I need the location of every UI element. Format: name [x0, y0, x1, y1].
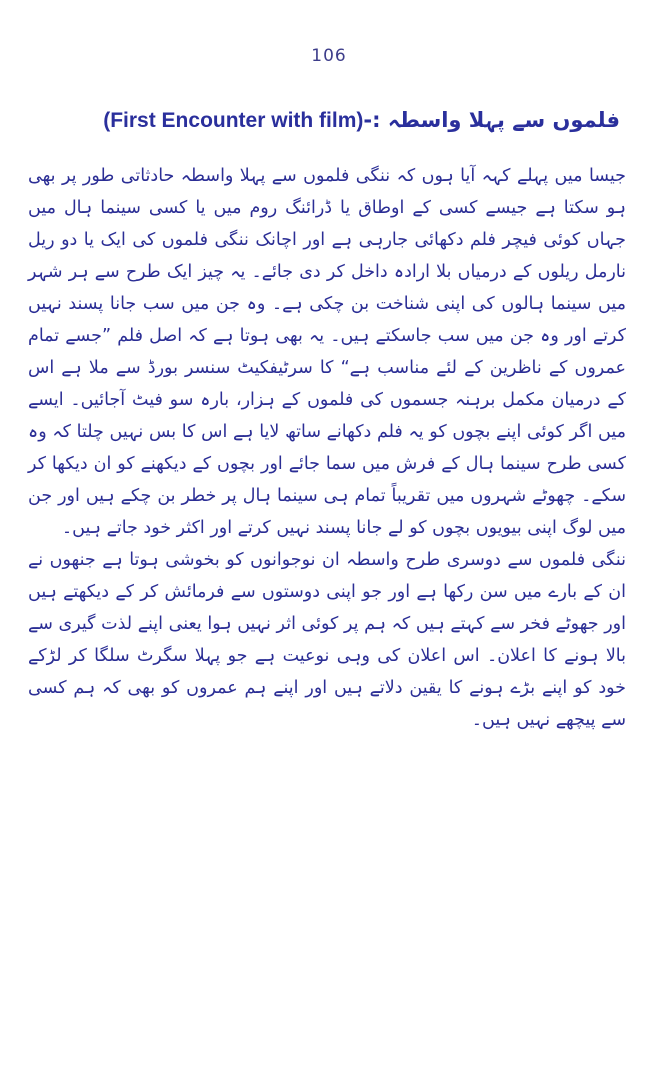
heading-urdu: فلموں سے پہلا واسطہ :- [363, 108, 620, 132]
heading-english: (First Encounter with film) [103, 109, 364, 132]
paragraph-1: جیسا میں پہلے کہہ آیا ہوں کہ ننگی فلموں سے پہلا واسطہ حادثاتی طور پر بھی ہو سکتا ہے جیسے کسی کے اوطاق یا ڈرائنگ روم میں یا کسی سینما ہال میں جہاں کوئی فیچر فلم دکھائی جارہی ہے اور اچانک ننگی فلموں کی ایک یا دو ریل نارمل ریلوں کے درمیاں بلا ارادہ داخل کر دی جائے۔ یہ چیز ایک طرح سے ہر شہر میں سینما ہالوں کی اپنی شناخت بن چکی ہے۔ وہ جن میں سب جانا پسند نہیں کرتے اور وہ جن میں سب جاسکتے ہیں۔ یہ بھی ہوتا ہے کہ اصل فلم ”جسے تمام عمروں کے ناظرین کے لئے مناسب ہے“ کا سرٹیفکیٹ سنسر بورڈ سے ملا ہے اس کے درمیان مکمل برہنہ جسموں کی فلموں کے ہزار، بارہ سو فیٹ آجائیں۔ ایسے میں اگر کوئی اپنے بچوں کو یہ فلم دکھانے ساتھ لایا ہے اس کا بس نہیں چلتا کہ وہ کسی طرح سینما ہال کے فرش میں سما جائے اور بچوں کے دیکھنے کو ان دیکھا کر سکے۔ چھوٹے شہروں میں تقریباً تمام ہی سینما ہال پر خطر بن چکے ہیں اور جن میں لوگ اپنی بیویوں بچوں کو لے جانا پسند نہیں کرتے اور اکثر خود جاتے ہیں۔ [28, 166, 626, 538]
page-number: 106 [311, 46, 347, 66]
section-heading [40, 108, 620, 133]
paragraph-2: ننگی فلموں سے دوسری طرح واسطہ ان نوجوانوں کو بخوشی ہوتا ہے جنھوں نے ان کے بارے میں سن رکھا ہے اور جو اپنی دوستوں سے فرمائش کر کے دیکھتے ہیں اور جھوٹے فخر سے کہتے ہیں کہ ہم پر کوئی اثر نہیں ہوا یعنی اپنے لذت گیری سے بالا ہونے کا اعلان۔ اس اعلان کی وہی نوعیت ہے جو پہلا سگرٹ سلگا کر لڑکے خود کو اپنے بڑے ہونے کا یقین دلاتے ہیں اور اپنے ہم عمروں کو بھی کہ ہم کسی سے پیچھے نہیں ہیں۔ [28, 550, 626, 730]
body-text [28, 160, 626, 736]
